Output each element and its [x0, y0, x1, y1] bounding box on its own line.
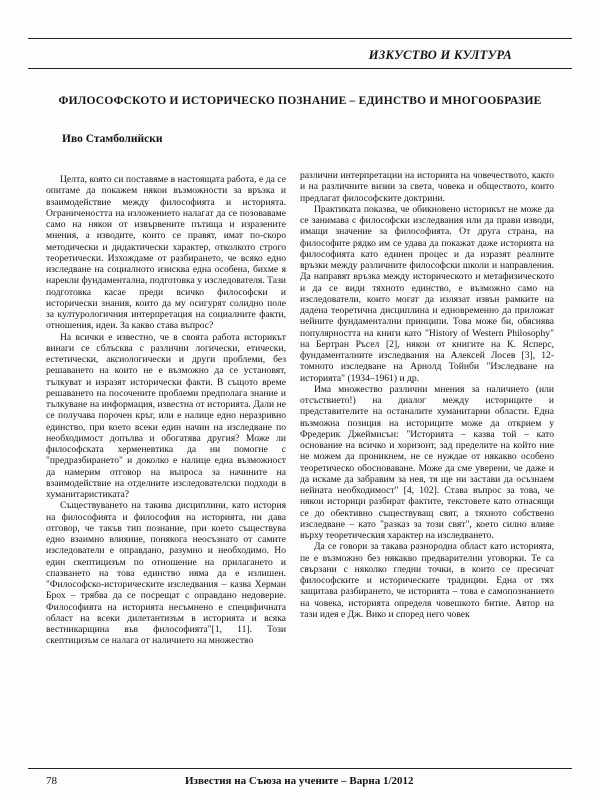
footer-rule [28, 768, 572, 769]
header-top-rule [28, 38, 572, 39]
paragraph: Да се говори за такава разнородна област като историята, пе е възможно без някакво предварителни уговорки. Те са свързани с няколко гледни точки, в които се пресичат философските и историческите традиции. Една от тях защитава разбирането, че историята – това е самопознанието на човека, историята определя човешкото битие. Автор на тази идея е Дж. Вико и според него човек [300, 541, 554, 620]
paragraph: различни интерпретации на историята на човечеството, както и на различните визии за света, човека и обществото, които предлагат философските доктрини. [300, 170, 554, 204]
text-column-left [46, 174, 286, 756]
section-title: ИЗКУСТВО И КУЛТУРА [368, 48, 512, 62]
header-bottom-rule [28, 68, 572, 69]
author-name: Иво Стамболийски [62, 133, 163, 145]
paragraph: Има множество различни мнения за наличието (или отсъствието!) на диалог между историците и представителите на останалите хуманитарни области. Една възможна позиция на историците може да открием у Фредерик Джеймисън: "Историята – казва той – като основание на всичко и хоризонт, зад пределите на който ние не можем да проникнем, не се нуждае от някакво особено теоретическо обосноваване. Може да сме уверени, че даже и да искаме да забравим за нея, тя ще ни застави да осъзнаем нейната необходимост" [4, 102]. Става въпрос за това, че някои историци разбират фактите, текстовете като отнасящи се до обективно съществуващ свят, а тяхното собствено изследване – като "разказ за този свят", което силно влияе върху теоретическия характер на изследването. [300, 383, 554, 541]
paragraph: Целта, която си поставяме в настоящата работа, е да се опитаме да покажем някои възможности за връзка и взаимодействие между философията и историята. Ограничеността на изложението налагат да се позоваваме само на някои от извървените пътища и изразените мнения, а изводите, които се правят, имат по-скоро методически и дидактически характер, отколкото строго теоретически. Изхождаме от разбирането, че всяко едно изследване на социалното изисква една особена, бихме я нарекли фундаментална, подготовка у изследователя. Тази подготовка касае преди всичко философски и исторически знания, които да му осигурят солидно поле за културологичния интерпретация на социалните факти, отношения, идеи. За какво става въпрос? [46, 174, 286, 332]
paragraph: Съществуването на такива дисциплини, като история на философията и философия на историята, ни дава отговор, че такъв тип познание, при което съществува едно взаимно влияние, понякога неосъзнато от самите изследователи е оправдано, разумно и необходимо. Но един скептицизъм по отношение на прилагането и спазването на това единство няма да е излишен. "Философско-историческите изследвания – казва Херман Брох – трябва да се посрещат с оправдано недоверие. Философията на историята несъмнено е специфичната област на всеки дилетантизъм в историята и всяка вестникарщина във философията"[1, 11]. Този скептицизъм се налага от наличието на множество [46, 500, 286, 647]
paragraph: Практиката показва, че обикновено историкът не може да се занимава с философски изследвания или да прави изводи, имащи значение за философията. От друга страна, на философите рядко им се удава да покажат даже историята на философията като единен процес и да изразят реалните връзки между различните философски школи и направления. Да направят връзка между историческото и метафизическото и да се види тяхното единство, е възможно само на изследователи, които могат да излязат извън рамките на дадена теоретична дисциплина и едновременно да приложат нейните фундаментални принципи. Това може би, обяснява популярността на книги като "History of Western Philosophy" на Бертран Ръсел [2], някои от книгите на К. Ясперс, фундаменталните изследвания на Алексей Лосев [3], 12-томното изследване на Арнолд Тойнби "Изследване на историята" (1934–1961) и др. [300, 203, 554, 384]
article-title: ФИЛОСОФСКОТО И ИСТОРИЧЕСКО ПОЗНАНИЕ – ЕДИНСТВО И МНОГООБРАЗИЕ [58, 95, 542, 107]
paragraph: На всички е известно, че в своята работа историкът винаги се сблъсква с различни логически, етически, естетически, аксиологически и други проблеми, без решаването на които не е възможно да се установят, тълкуват и изразят исторически факти. В същото време решаването на посочените проблеми предполага знание и тълкуване на информация, известна от историята. Дали не се получава порочен кръг, или е налице едно неразривно единство, при което всеки един начин на изследване по необходимост допълва и обогатява другия? Може ли философската херменевтика да ни помогне с "предразбирането" и доколко е налице една възможност да намерим отговор на въпроса за начините на взаимодействие на отделните изследователски подходи в хуманитаристиката? [46, 331, 286, 500]
journal-footer: Известия на Съюза на учените – Варна 1/2012 [185, 775, 414, 787]
text-column-right [300, 170, 554, 752]
page-number: 78 [46, 775, 57, 787]
